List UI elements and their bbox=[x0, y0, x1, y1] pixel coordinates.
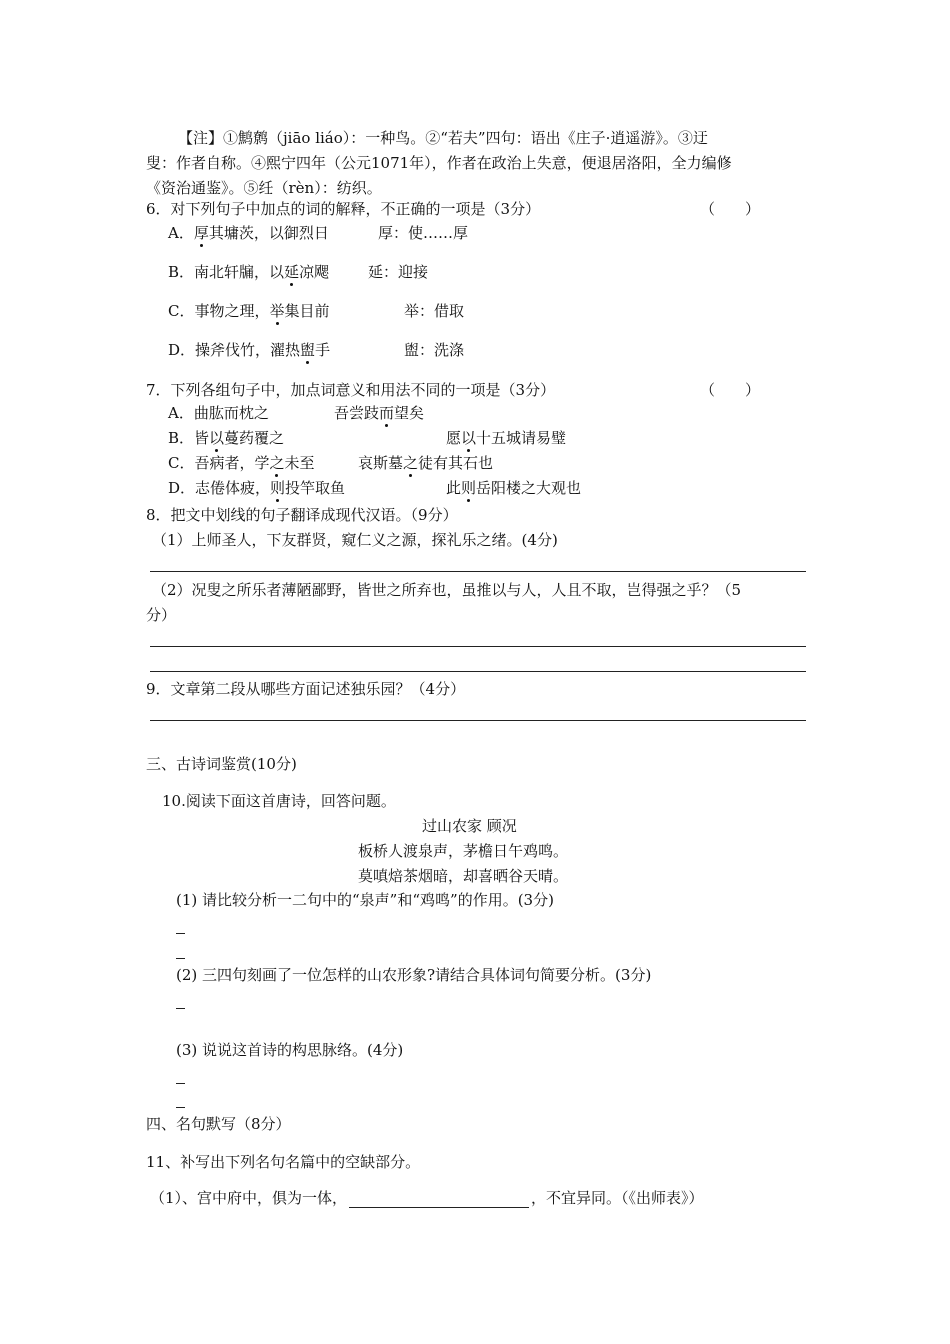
note-line-2: 叟：作者自称。④熙宁四年（公元1071年），作者在政治上失意，便退居洛阳，全力编修 bbox=[146, 154, 732, 172]
q8-stem: 8．把文中划线的句子翻译成现代汉语。（9分） bbox=[146, 506, 458, 524]
answer-line[interactable] bbox=[176, 1008, 185, 1009]
q6-option-a: A．厚其墉茨，以御烈日 bbox=[168, 224, 329, 242]
q7-option-a-right: 吾尝跂而望矣 bbox=[334, 404, 425, 422]
section-3-title: 三、古诗词鉴赏(10分) bbox=[146, 755, 297, 773]
dotted-word: 厚 bbox=[193, 224, 209, 242]
q6-option-a-gloss: 厚：使……厚 bbox=[378, 224, 469, 242]
q7-option-d-right: 此则岳阳楼之大观也 bbox=[446, 479, 582, 497]
q6-option-b-gloss: 延：迎接 bbox=[368, 263, 429, 281]
q6-stem: 6．对下列句子中加点的词的解释，不正确的一项是（3分） bbox=[146, 200, 541, 218]
poem-line-2: 莫嗔焙茶烟暗，却喜晒谷天晴。 bbox=[358, 867, 569, 885]
q7-option-b-left: B．皆以蔓药覆之 bbox=[168, 429, 285, 447]
poem-line-1: 板桥人渡泉声，茅檐日午鸡鸣。 bbox=[358, 842, 569, 860]
q9-stem: 9．文章第二段从哪些方面记述独乐园？（4分） bbox=[146, 680, 466, 698]
dotted-word: 以 bbox=[461, 429, 477, 447]
dotted-word: 延 bbox=[284, 263, 300, 281]
answer-line[interactable] bbox=[176, 1083, 185, 1084]
q7-option-a-left: A．曲肱而枕之 bbox=[168, 404, 269, 422]
q11-item-1: （1）、宫中府中，俱为一体， ，不宜异同。（《出师表》） bbox=[150, 1189, 704, 1207]
q7-option-c-left: C．吾病者，学之未至 bbox=[168, 454, 315, 472]
q8-sentence-2-cont: 分） bbox=[146, 606, 177, 624]
q7-stem: 7．下列各组句子中，加点词意义和用法不同的一项是（3分） bbox=[146, 381, 556, 399]
dotted-word: 之 bbox=[403, 454, 419, 472]
q7-option-b-right: 愿以十五城请易璧 bbox=[446, 429, 567, 447]
dotted-word: 盥 bbox=[300, 341, 316, 359]
answer-line[interactable] bbox=[176, 1107, 185, 1108]
poem-title: 过山农家 顾况 bbox=[422, 817, 517, 835]
dotted-word: 之 bbox=[269, 454, 285, 472]
note-line-1: 【注】①鹪鹩（jiāo liáo）：一种鸟。②“若夫”四句：语出《庄子·逍遥游》。③迂 bbox=[178, 129, 708, 147]
fill-blank[interactable] bbox=[349, 1191, 529, 1208]
q6-option-b: B．南北轩牖，以延凉飔 bbox=[168, 263, 330, 281]
q6-option-d: D．操斧伐竹，濯热盥手 bbox=[168, 341, 331, 359]
q10-sub-1: (1) 请比较分析一二句中的“泉声”和“鸡鸣”的作用。(3分) bbox=[176, 891, 554, 909]
answer-line[interactable] bbox=[176, 958, 185, 959]
answer-line[interactable] bbox=[150, 571, 806, 572]
dotted-word: 则 bbox=[461, 479, 477, 497]
q6-option-d-gloss: 盥：洗涤 bbox=[404, 341, 465, 359]
option-label: D． bbox=[168, 341, 196, 359]
q8-sentence-1: （1）上师圣人，下友群贤，窥仁义之源，探礼乐之绪。(4分) bbox=[152, 531, 558, 549]
answer-line[interactable] bbox=[150, 720, 806, 721]
q11-stem: 11、补写出下列名句名篇中的空缺部分。 bbox=[146, 1153, 421, 1171]
q7-option-d-left: D．志倦体疲，则投竿取鱼 bbox=[168, 479, 346, 497]
answer-line[interactable] bbox=[150, 646, 806, 647]
q6-option-c-gloss: 举：借取 bbox=[404, 302, 465, 320]
q6-option-c: C．事物之理，举集目前 bbox=[168, 302, 330, 320]
q10-sub-2: (2) 三四句刻画了一位怎样的山农形象?请结合具体词句简要分析。(3分) bbox=[176, 966, 652, 984]
answer-line[interactable] bbox=[150, 671, 806, 672]
answer-line[interactable] bbox=[176, 933, 185, 934]
note-line-3: 《资治通鉴》。⑤纴（rèn）：纺织。 bbox=[146, 179, 382, 197]
option-label: A． bbox=[168, 224, 194, 242]
q6-answer-paren: （ ） bbox=[700, 200, 761, 218]
q10-stem: 10.阅读下面这首唐诗，回答问题。 bbox=[162, 792, 396, 810]
section-4-title: 四、名句默写（8分） bbox=[146, 1115, 291, 1133]
option-label: B． bbox=[168, 263, 195, 281]
q10-sub-3: (3) 说说这首诗的构思脉络。(4分) bbox=[176, 1041, 404, 1059]
dotted-word: 则 bbox=[270, 479, 286, 497]
dotted-word: 以 bbox=[209, 429, 225, 447]
dotted-word: 举 bbox=[269, 302, 285, 320]
q7-option-c-right: 哀斯墓之徒有其石也 bbox=[358, 454, 494, 472]
dotted-word: 而 bbox=[379, 404, 395, 422]
q8-sentence-2: （2）况叟之所乐者薄陋鄙野，皆世之所弃也，虽推以与人，人且不取，岂得强之乎？（5 bbox=[152, 581, 742, 599]
option-label: C． bbox=[168, 302, 195, 320]
q7-answer-paren: （ ） bbox=[700, 381, 761, 399]
